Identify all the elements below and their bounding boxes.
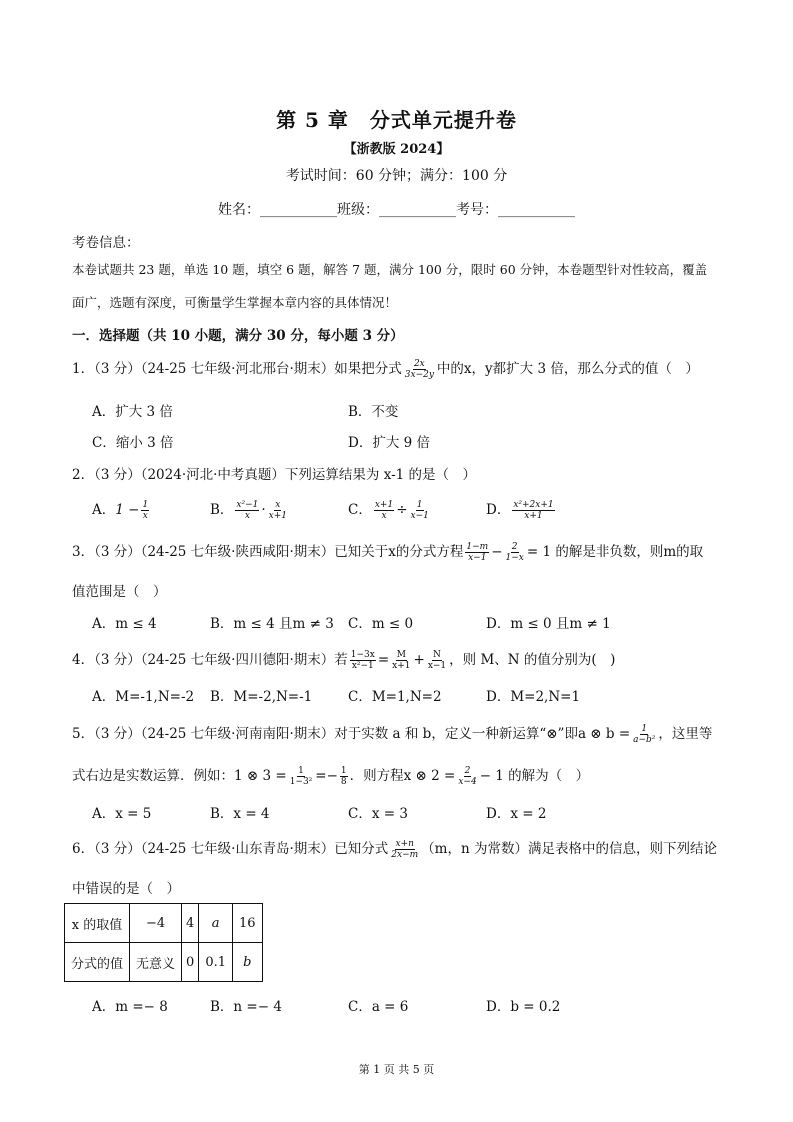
q4-fraction-3 [427,650,447,671]
q4-option-b: B．M=-2,N=-1 [210,689,313,705]
q2-c-num1: x+1 [374,500,394,510]
q3-f1-den: x−1 [468,553,487,563]
q2-d-fraction [512,500,554,521]
q3-f1-num: 1−m [466,542,489,552]
q4-fraction-1 [350,650,376,671]
table-cell: a [199,904,233,943]
q5-option-c: C．x = 3 [348,806,408,822]
q4-option-d: D．M=2,N=1 [486,689,581,705]
question-4 [72,648,615,671]
q5-f3-den: 8 [340,777,347,787]
q5-line2-pre: 式右边是实数运算．例如：1 ⊗ 3 = [72,768,287,784]
q4-f2-num: M [396,650,406,660]
q3-option-d: D．m ≤ 0 且m ≠ 1 [486,616,611,632]
q5-f3-num: 1 [340,766,347,776]
q2-option-c [348,498,432,521]
q2-a-fraction [141,500,149,521]
q4-fraction-2 [391,650,411,671]
q1-prefix: 1．（3 分）（24-25 七年级·河北邢台·期末）如果把分式 [72,361,402,377]
question-1 [72,357,699,380]
q5-f4-num: 2 [464,766,471,776]
q5-f2-den: 1−3² [289,777,313,787]
q4-f2-den: x+1 [392,661,411,671]
q5-fraction-1 [632,724,656,745]
table-cell: 0.1 [199,943,233,982]
q6-option-b: B．n =− 4 [210,999,282,1015]
q2-b-fraction-1 [235,500,259,521]
q2-d-den: x+1 [524,511,543,521]
q6-prefix: 6．（3 分）（24-25 七年级·山东青岛·期末）已知分式 [72,841,389,857]
q2-option-d [486,498,557,521]
q3-suffix: = 1 的解是非负数，则m的取 [526,544,704,560]
q4-f1-num: 1−3x [350,650,375,660]
q5-option-b: B．x = 4 [210,806,270,822]
q1-option-d: D．扩大 9 倍 [348,435,430,451]
q2-b-op: · [261,502,266,518]
intro-line-2: 面广，选题有深度，可衡量学生掌握本章内容的具体情况！ [72,295,398,310]
q2-b-label: B． [210,502,234,518]
q2-option-a [92,498,151,521]
q1-suffix: 中的x，y都扩大 3 倍，那么分式的值（ ） [436,361,699,377]
q2-b-den1: x [244,511,250,521]
q2-c-op: ÷ [396,502,408,518]
q6-option-a: A．m =− 8 [92,999,168,1015]
q4-f3-num: N [433,650,441,660]
q5-prefix: 5．（3 分）（24-25 七年级·河南南阳·期末）对于实数 a 和 b，定义一种新运算“⊗”即a ⊗ b = [72,726,631,742]
q3-prefix: 3．（3 分）（24-25 七年级·陕西咸阳·期末）已知关于x的分式方程 [72,544,464,560]
q2-b-num1: x²−1 [236,500,259,510]
table-cell: b [233,943,263,982]
q5-line-2 [72,764,589,787]
table-row [65,904,263,943]
table-row [65,943,263,982]
table-cell: 4 [182,904,199,943]
intro-line-1: 本卷试题共 23 题，单选 10 题，填空 6 题，解答 7 题，满分 100 分，限时 60 分钟，本卷题型针对性较高，覆盖 [72,262,708,277]
table-cell: 0 [182,943,199,982]
q5-fraction-4 [457,766,477,787]
q5-f4-den: x−4 [458,777,477,787]
q1-option-c: C．缩小 3 倍 [92,435,174,451]
edition-label: 【浙教版 2024】 [343,142,450,157]
q2-c-num2: 1 [416,500,423,510]
q6-line-2: 中错误的是（ ） [72,881,180,897]
intro-label: 考卷信息： [72,235,140,251]
q2-c-den2: x−1 [410,511,429,521]
q2-d-num: x²+2x+1 [513,500,554,510]
q5-mid: =− [315,768,338,784]
q5-f1-den: a−b² [633,735,656,745]
q1-fraction [404,359,435,380]
q1-option-b: B．不变 [348,404,399,420]
q2-a-den: x [142,511,148,521]
q5-f1-num: 1 [641,724,648,734]
table-cell: 16 [233,904,263,943]
table-cell: x 的取值 [65,904,130,943]
q5-suffix: ，这里等 [658,726,713,742]
q6-option-d: D．b = 0.2 [486,999,561,1015]
q2-c-fraction-2 [410,500,430,521]
q3-op: − [491,544,503,560]
q3-option-b: B．m ≤ 4 且m ≠ 3 [210,616,334,632]
q4-plus: + [413,652,425,668]
page-footer: 第 1 页 共 5 页 [358,1063,435,1076]
q3-option-a: A．m ≤ 4 [92,616,157,632]
question-6 [72,837,717,860]
q2-a-label: A． [92,502,116,518]
student-fields: 姓名：___________班级：___________考号：___________ [218,202,575,218]
q2-b-fraction-2 [268,500,288,521]
q2-c-label: C． [348,502,372,518]
q2-c-den1: x [381,511,387,521]
q6-f-den: 2x−m [391,850,419,860]
q4-f3-den: x−1 [427,661,447,671]
q3-option-c: C．m ≤ 0 [348,616,414,632]
q2-b-num2: x [275,500,281,510]
page-title: 第 5 章 分式单元提升卷 [276,108,517,132]
q5-option-d: D．x = 2 [486,806,547,822]
q3-line-2: 值范围是（ ） [72,584,167,600]
q5-fraction-2 [289,766,314,787]
q3-f2-num: 2 [511,542,518,552]
table-cell: −4 [130,904,182,943]
q4-f1-den: x²−1 [351,661,374,671]
q5-f2-num: 1 [298,766,304,776]
q2-b-den2: x+1 [268,511,288,521]
q1-frac-den: 3x−2y [404,370,434,380]
q2-c-fraction-1 [374,500,394,521]
q3-fraction-2 [505,542,525,563]
q6-value-table [64,903,263,982]
q5-option-a: A．x = 5 [92,806,152,822]
q1-frac-num: 2x [413,359,425,369]
question-2: 2．（3 分）（2024·河北·中考真题）下列运算结果为 x-1 的是（ ） [72,467,477,483]
q2-d-label: D． [486,502,511,518]
q6-suffix: （m，n 为常数）满足表格中的信息，则下列结论 [421,841,717,857]
question-5 [72,722,712,745]
q2-a-num: 1 [142,500,149,510]
table-cell: 分式的值 [65,943,130,982]
q5-line2-suffix: − 1 的解为（ ） [479,768,590,784]
exam-info: 考试时间：60 分钟；满分：100 分 [285,168,508,184]
q6-option-c: C．a = 6 [348,999,409,1015]
q4-eq: = [377,652,390,668]
q1-option-a: A．扩大 3 倍 [92,404,173,420]
q4-prefix: 4．（3 分）（24-25 七年级·四川德阳·期末）若 [72,652,348,668]
q6-f-num: x+n [395,839,414,849]
q2-option-b [210,498,290,521]
question-3 [72,540,703,563]
table-cell: 无意义 [130,943,182,982]
q5-line2-mid: ．则方程x ⊗ 2 = [349,768,456,784]
q4-suffix: ，则 M、N 的值分别为( ) [449,652,616,668]
q5-fraction-3 [340,766,348,787]
q3-fraction-1 [465,542,489,563]
q3-f2-den: 1−x [505,553,524,563]
q2-a-pre: 1 − [115,502,140,518]
q4-option-c: C．M=1,N=2 [348,689,442,705]
q4-option-a: A．M=-1,N=-2 [92,689,195,705]
section-heading: 一．选择题（共 10 小题，满分 30 分，每小题 3 分） [72,328,404,344]
q6-fraction [390,839,419,860]
